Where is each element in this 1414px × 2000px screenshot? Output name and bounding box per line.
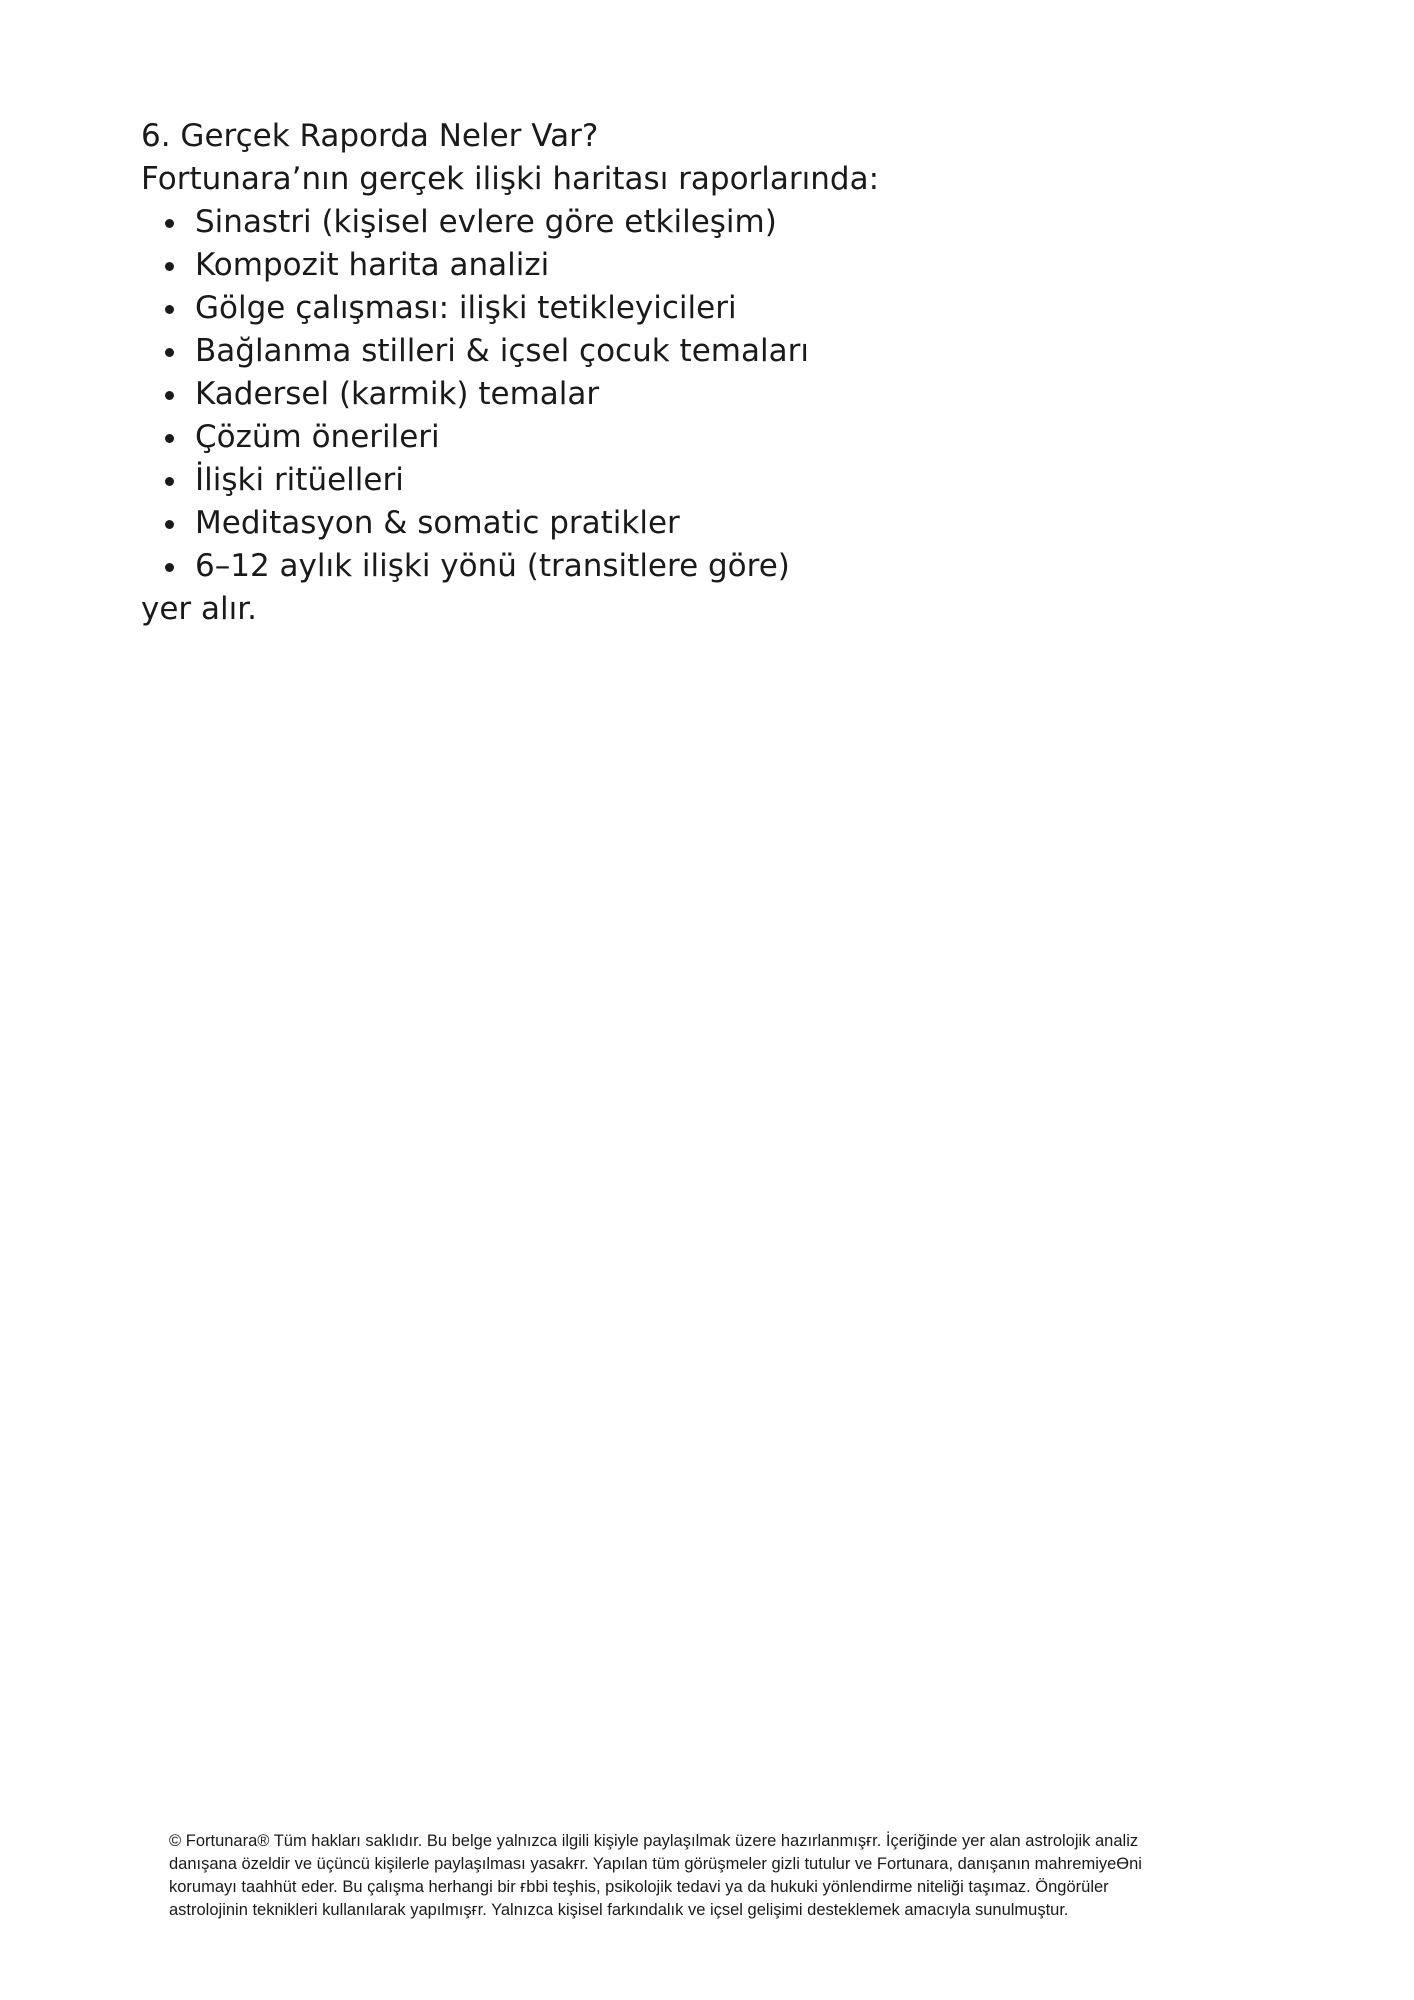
- list-item: Bağlanma stilleri & içsel çocuk temaları: [195, 330, 1271, 373]
- footer-line: © Fortunara® Tüm hakları saklıdır. Bu belge yalnızca ilgili kişiyle paylaşılmak üzere hazırlanmışғr. İçeriğinde yer alan astrolojik analiz: [169, 1832, 1139, 1850]
- list-item: Kadersel (karmik) temalar: [195, 373, 1271, 416]
- list-item: Gölge çalışması: ilişki tetikleyicileri: [195, 287, 1271, 330]
- section-outro: yer alır.: [141, 591, 257, 627]
- list-item: 6–12 aylık ilişki yönü (transitlere göre): [195, 545, 1271, 588]
- list-item: İlişki ritüelleri: [195, 459, 1271, 502]
- copyright-footer: [169, 1830, 1249, 1922]
- list-item: Çözüm önerileri: [195, 416, 1271, 459]
- footer-line: korumayı taahhüt eder. Bu çalışma herhangi bir ғbbi teşhis, psikolojik tedavi ya da hukuki yönlendirme niteliği taşımaz. Öngörüler: [169, 1878, 1109, 1896]
- section-heading: 6. Gerçek Raporda Neler Var?: [141, 118, 599, 154]
- section-content: [141, 115, 1271, 631]
- section-intro: Fortunara’nın gerçek ilişki haritası raporlarında:: [141, 161, 880, 197]
- footer-line: danışana özeldir ve üçüncü kişilerle paylaşılması yasakғr. Yapılan tüm görüşmeler gizli tutulur ve Fortunara, danışanın mahremiyeӨni: [169, 1855, 1142, 1873]
- list-item: Sinastri (kişisel evlere göre etkileşim): [195, 201, 1271, 244]
- footer-line: astrolojinin teknikleri kullanılarak yapılmışғr. Yalnızca kişisel farkındalık ve içsel gelişimi desteklemek amacıyla sunulmuştur.: [169, 1901, 1069, 1919]
- list-item: Meditasyon & somatic pratikler: [195, 502, 1271, 545]
- feature-list: [141, 201, 1271, 588]
- list-item: Kompozit harita analizi: [195, 244, 1271, 287]
